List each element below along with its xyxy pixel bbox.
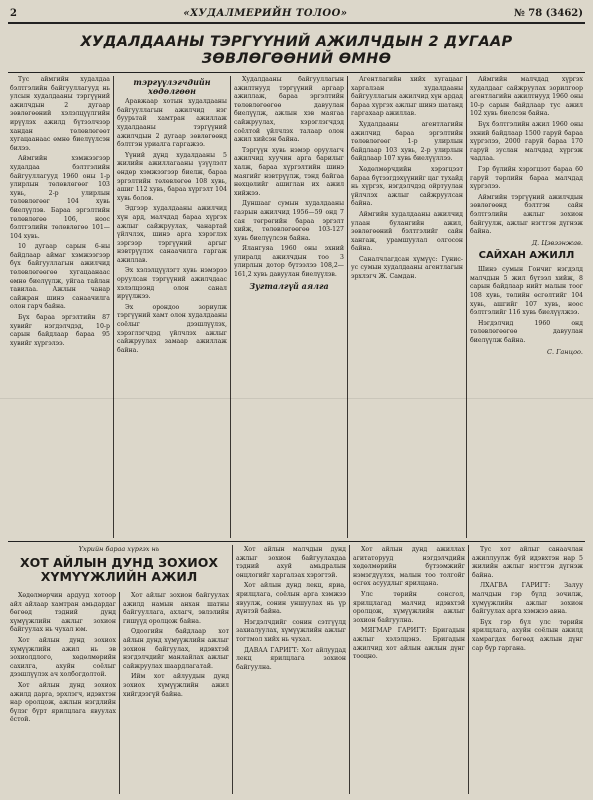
column-divider	[113, 76, 114, 538]
main-headline	[30, 34, 563, 68]
paragraph: Бүх бэлтгэлийн ажил 1960 оны эхний байдлаар 1500 гаруй бараа хүргэлээ, 2000 гаруй бараа 170 гаруй зуслан малчдад хүргэж чадлаа.	[470, 120, 583, 163]
paragraph: Агентлагийн хийх хугацааг харгалзан худалдааны байгууллагын ажилчид хүн ардад бараа хүргэх ажлыг шинэ шатанд гаргахаар ажиллав.	[351, 76, 463, 118]
main-column-2	[117, 76, 227, 534]
column-divider	[466, 76, 467, 538]
paragraph: Аймгийн хэмжээгээр худалдаа бэлтгэлийн байгууллагууд 1960 оны 1-р улирлын төлөвлөгөөг 103 хувь, 2-р улирлын төлөвлөгөөг 104 хувь биелүүлэв. Бараа эргэлтийн төлөвлөгөө 106, ноос бэлтгэлийн төлөвлөгөө 101—104 хувь.	[10, 155, 110, 240]
bottom-column-3	[236, 546, 346, 792]
paragraph: Хөдөлмөрчин ардууд хотоор айл айлаар хамтран амьдардаг бөгөөд тэдний дунд хүмүүжлийн ажлыг зохион байгуулах нь чухал юм.	[10, 592, 116, 634]
paragraph: Худалдааны агентлагийн ажилчид бараа эргэлтийн төлөвлөгөөг 1-р улирлын байдлаар 103 хувь, 2-р улирлын байдлаар 107 хувь биелүүллээ.	[351, 120, 463, 163]
main-column-1	[10, 76, 110, 534]
paragraph: Аймгийн малчдад хүргэх худалдааг сайжруулах зорилгоор агентлагийн ажилтнууд 1960 оны 10-р сарын байдлаар тус ажил 102 хувь биелсэн байна.	[470, 76, 583, 118]
bottom-headline	[10, 556, 228, 584]
main-column-3	[234, 76, 344, 534]
paragraph: Гэр бүлийн хэрэгцээт бараа 60 гаруй төрлийн бараа малчдад хүргэлээ.	[470, 165, 583, 191]
paragraph: Дуншааг сумын худалдааны газрын ажилчид 1956—59 онд 7 сая төгрөгийн бараа эргэлт хийж, төлөвлөгөөгөө 103-127 хувь биелүүлсэн байна.	[234, 200, 344, 242]
paragraph: Худалдааны байгууллагын ажилтнууд тэргүүний аргаар ажиллаж, бараа эргэлтийн төлөвлөгөөгөө давуулан биелүүлж, ажлын хэв маягаа сайжруулах, хэрэглэгчдэд соёлтой үйлчлэх талаар олон ажил хийсэн байна.	[234, 76, 344, 144]
short-article-headline: САЙХАН АЖИЛЛ	[478, 250, 575, 262]
paragraph: Ялангуяа 1960 оны эхний улиралд ажилчдын тоо 3 улирлын дотор бүтээлээ 108,2—161,2 хувь давуулан биелүүлэв.	[234, 245, 344, 279]
paragraph: Нэгдэлчдийг сонин сэтгүүлд захиалуулах, хүмүүжлийн ажлыг тогтмол хийх нь чухал.	[236, 618, 346, 643]
paragraph: ЛХАГВА ГАРИГТ: Залуу малчдын гэр бүлд зочилж, хүмүүжлийн ажлыг зохион байгуулах арга хэмжээ авна.	[472, 582, 583, 616]
main-headline-line2: ЗӨВЛӨГӨӨНИЙ ӨМНӨ	[201, 51, 392, 67]
paragraph: Хот айлын малчдын дунд ажлыг зохион байгуулахдаа тэдний ахуй амьдралын онцлогийг харгалзах хэрэгтэй.	[236, 546, 346, 579]
column-divider	[230, 76, 231, 538]
author-signature: Д. Цэвээнжав.	[531, 238, 583, 247]
paragraph: Аймгийн худалдааны ажилчид улаан булангийн ажил, зөвлөгөөний бэлтгэлийг сайн хангаж, урамшуулал олгосон байна.	[351, 210, 463, 253]
paragraph: Шинэ сумын Гончиг нэгдэлд малчдын 5 жил бүтээл хийж, 8 сарын байдлаар нийт малын тоог 108 хувь, төлийн өсгөлтийг 104 хувь, ашгийг 107 хувь, ноос бэлтгэлийг 116 хувь биелүүлжээ.	[470, 266, 583, 317]
paragraph: Нэгдэлчид 1960 онд төлөвлөгөөгөө давуулан биелүүлж байна.	[470, 319, 583, 345]
paragraph: Аймгийн тэргүүний ажилчдын зөвлөгөөнд бэлтгэн сайн бэлтгэлийн ажлыг зохион байгуулж, ажлыг нэгтгэн дүгнэж байна.	[470, 193, 583, 236]
main-headline-line1: ХУДАЛДААНЫ ТЭРГҮҮНИЙ АЖИЛЧДЫН 2 ДУГААР	[80, 34, 513, 50]
paragraph: Аравжаар хотын худалдааны байгууллагын ажилчид нэг буурьтай хамтран ажиллаж худалдааны тэргүүний ажилчдын 2 дугаар зөвлөгөөнд бэлтгэн уриалга гаргажээ.	[117, 98, 227, 149]
paragraph: Эдгээр худалдааны ажилчид хүн ард, малчдад бараа хүргэх ажлыг сайжруулах, чанартай үйлчлэх, шинэ арга хэрэглэх зэргээр тэргүүний аргыг нэвтрүүлэх санаачилга гаргаж ажиллав.	[117, 205, 227, 264]
column-divider	[232, 545, 233, 794]
paragraph: Хот айлын дунд лекц, яриа, ярилцлага, соёлын арга хэмжээ явуулж, сонин уншуулах нь үр дүнтэй байна.	[236, 582, 346, 616]
main-column-5	[470, 76, 583, 538]
paragraph: Одоогийн байдлаар хот айлын дунд хүмүүжлийн ажлыг зохион байгуулах, идэвхтэй нэгдэлчдийг манлайлах ажлыг сайжруулах шаардлагатай.	[123, 628, 229, 670]
headline-rule	[8, 72, 585, 73]
paragraph: Улс төрийн сонсгол, ярилцлагад малчид идэвхтэй оролцож, хүмүүжлийн ажлыг зохион байгуулна.	[353, 590, 465, 624]
paragraph: Бүх гэр бүл улс төрийн ярилцлага, ахуйн соёлын ажилд хамрагдах бөгөөд ажлын дүнг сар бүр гаргана.	[472, 618, 583, 652]
paragraph: Эх хэлэлцүүлэгт хувь нэмэрээ оруулсан тэргүүний ажилчдаас хэлэлцээнд олон санал ирүүлжээ.	[117, 267, 227, 301]
column-divider	[119, 592, 120, 794]
bottom-column-1	[10, 592, 116, 792]
running-head	[10, 6, 583, 20]
paragraph: Хот айлын дунд зохиох хүмүүжлийн ажил нь эв зохиолдлого, хөдөлмөрийн сахилга, ахуйн соёлыг дээшлүүлэх ач холбогдолтой.	[10, 636, 116, 679]
main-column-4	[351, 76, 463, 534]
bottom-kicker: Үхрийн бараа хүргэх нь	[78, 545, 160, 553]
bottom-column-4	[353, 546, 465, 792]
paragraph: Бүх бараа эргэлтийн 87 хувийг нэгдэлчдэд, 10-р сарын байдлаар бараа 95 хувийг хүргэлээ.	[10, 314, 110, 347]
paragraph: 10 дугаар сарын 6-ны байдлаар аймаг хэмжээгээр бүх байгууллагын ажилчид төлөвлөгөөгөө хугацаанаас өмнө биелүүлж, уйгаа тайлан тавилаа. Ажлын чанар сайжран шинэ санаачилга олон гарч байна.	[10, 243, 110, 311]
bottom-headline-line2: ХҮМҮҮЖЛИЙН АЖИЛ	[40, 569, 198, 584]
page-number: 2	[10, 7, 17, 19]
author-signature: С. Ганцоо.	[547, 347, 583, 356]
paragraph: Үүний дүнд худалдааны 5 жилийн ажиллагааны үзүүлэлт өндөр хэмжээгээр биелж, бараа эргэлтийн төлөвлөгөө 108 хувь, ашиг 112 хувь, бараа хүргэлт 104 хувь болов.	[117, 151, 227, 202]
paragraph: МЯГМАР ГАРИГТ: Бригадын ажлыг хэлэлцэнэ. Бригадын ажилчид хот айлын ажлын дүнг тооцно.	[353, 627, 465, 661]
section-rule	[8, 541, 585, 542]
column-divider	[347, 76, 348, 538]
paragraph: Тэргүүн хувь нэмэр оруулагч ажилчид хуучин арга барилыг халж, бараа хүргэлтийн шинэ маягийг нэвтрүүлж, тэнд байгаа нөхцөлийг ашиглан их ажил хийжээ.	[234, 146, 344, 197]
paragraph: Тус хот айлыг санаачлан ажиллуулж буй идэвхтэн нар 5 жилийн ажлыг нэгтгэн дүгнэж байна.	[472, 546, 583, 579]
paragraph: Хот айлыг зохион байгуулах ажилд намын анхан шатны байгууллага, ахлагч, эвлэлийн гишүүд оролцож байна.	[123, 592, 229, 625]
column-divider	[349, 545, 350, 794]
column-subhead: тэргүүлэгчдийн хөдөлгөөн	[133, 77, 211, 96]
paragraph: Ийм хот айлуудын дунд зохиох хүмүүжлийн ажил хийгдээгүй байна.	[123, 673, 229, 698]
paragraph: Саналчлагдсан хүмүүс: Гунис-ус сумын худалдааны агентлагын эрхлэгч Ж. Самдан.	[351, 255, 463, 281]
issue-number: № 78 (3462)	[513, 7, 583, 19]
paragraph: Эх орондоо зориулж тэргүүний хамт олон худалдааны соёлыг дээшлүүлэх, хэрэглэгчдэд үйлчлэх ажлыг сайжруулах замаар ажиллаж байна.	[117, 303, 227, 354]
paper-fold	[0, 398, 593, 399]
top-rule	[8, 22, 585, 24]
paragraph: Хөдөлмөрчдийн хэрэгцээт бараа бүтээгдэхүүнийг цаг тухайд нь хүргэх, нэгдэлчдэд ойртуулан үйлчлэх ажлыг сайжруулсан байна.	[351, 165, 463, 208]
paragraph: Хот айлын дунд зохиох ажилд дарга, эрхлэгч, идэвхтэн нар оролцож, ажлын нэгдлийн бүлэг бүрт ярилцлага явуулах ёстой.	[10, 681, 116, 724]
column-subhead: Зугталгүй аялга	[249, 280, 329, 291]
paragraph: Тус аймгийн худалдаа бэлтгэлийн байгууллагууд нь улсын худалдааны тэргүүний ажилчдын 2 дугаар зөвлөгөөний хэлэлцүүлгийн ирүүлэх ажилд бүтээлчээр хандан төлөвлөгөөт хугацаанаас өмнө биелүүлсэн билээ.	[10, 76, 110, 152]
bottom-article-header	[10, 545, 228, 588]
newspaper-title: «ХУДАЛМЕРИЙН ТОЛОО»	[183, 7, 348, 19]
paragraph: Хот айлын дунд ажиллах агитаторууд нэгдэлчдийн хөдөлмөрийн бүтээмжийг нэмэгдүүлэх, малын тоо толгойг өсгөх асуудлыг ярилцана.	[353, 546, 465, 588]
bottom-column-2	[123, 592, 229, 792]
paragraph: ДАВАА ГАРИГТ: Хот айлуудад лекц ярилцлага зохион байгуулна.	[236, 646, 346, 671]
column-divider	[468, 545, 469, 794]
bottom-headline-line1: ХОТ АЙЛЫН ДУНД ЗОХИОХ	[19, 555, 218, 570]
bottom-column-5	[472, 546, 583, 792]
